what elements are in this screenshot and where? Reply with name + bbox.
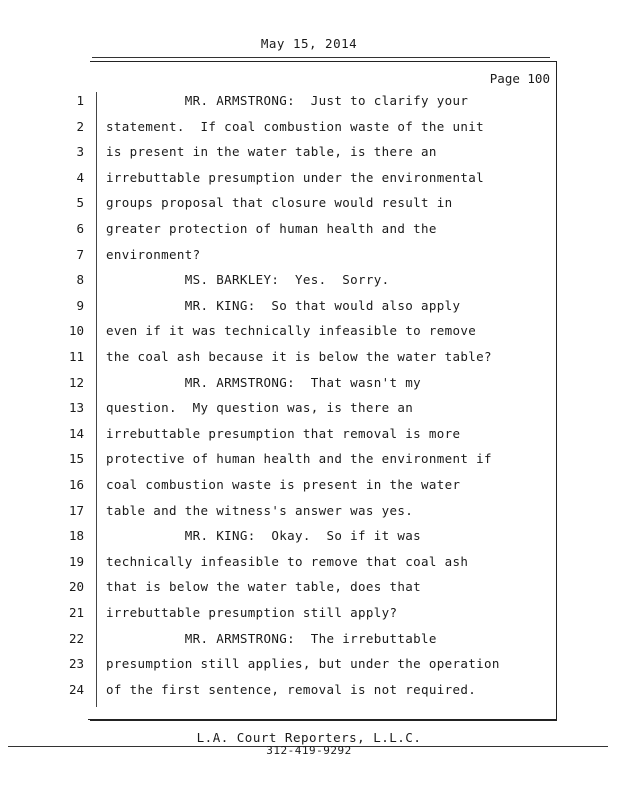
- transcript-line: [0, 682, 618, 700]
- transcript-line: [0, 477, 618, 495]
- transcript-line: [0, 579, 618, 597]
- transcript-line: [0, 144, 618, 162]
- line-number: 4: [76, 169, 84, 185]
- transcript-date: May 15, 2014: [260, 36, 358, 51]
- line-number: 5: [76, 195, 84, 211]
- line-number: 15: [68, 451, 84, 467]
- line-text: irrebuttable presumption that removal is more: [106, 425, 461, 441]
- line-number: 8: [76, 272, 84, 288]
- transcript-line: [0, 247, 618, 265]
- line-text: technically infeasible to remove that coal ash: [106, 553, 469, 569]
- line-text: statement. If coal combustion waste of the unit: [106, 118, 485, 134]
- transcript-line: [0, 323, 618, 341]
- line-number: 3: [76, 144, 84, 160]
- transcript-line: [0, 221, 618, 239]
- line-text: is present in the water table, is there an: [106, 144, 437, 160]
- transcript-line: [0, 93, 618, 111]
- line-number: 21: [68, 605, 84, 620]
- transcript-line: [0, 528, 618, 546]
- transcript-line: [0, 503, 618, 521]
- transcript-line: [0, 451, 618, 469]
- line-text: table and the witness's answer was yes.: [106, 502, 414, 518]
- line-text: that is below the water table, does that: [106, 579, 422, 595]
- line-text: MR. KING: Okay. So if it was: [106, 528, 422, 544]
- transcript-line: [0, 631, 618, 649]
- line-number: 17: [68, 502, 84, 518]
- line-number: 14: [68, 425, 84, 441]
- transcript-line: [0, 426, 618, 444]
- line-text: greater protection of human health and the: [106, 221, 437, 236]
- court-reporter-name: L.A. Court Reporters, L.L.C.: [196, 730, 422, 745]
- transcript-line: [0, 605, 618, 623]
- line-text: MR. ARMSTRONG: The irrebuttable: [106, 630, 437, 646]
- line-number: 22: [68, 630, 84, 646]
- line-text: coal combustion waste is present in the water: [106, 477, 461, 492]
- line-number: 10: [68, 323, 84, 339]
- transcript-line: [0, 400, 618, 418]
- transcript-line: [0, 554, 618, 572]
- transcript-line: [0, 656, 618, 674]
- line-text: presumption still applies, but under the operation: [106, 656, 500, 672]
- line-number: 24: [68, 681, 84, 697]
- line-number: 2: [76, 118, 84, 134]
- line-number: 13: [68, 400, 84, 416]
- transcript-line: [0, 119, 618, 137]
- line-text: the coal ash because it is below the water table?: [106, 349, 492, 364]
- line-text: question. My question was, is there an: [106, 400, 414, 416]
- line-number: 6: [76, 221, 84, 236]
- transcript-line: [0, 349, 618, 367]
- line-text: irrebuttable presumption still apply?: [106, 605, 398, 620]
- transcript-line: [0, 375, 618, 393]
- line-text: even if it was technically infeasible to remove: [106, 323, 477, 339]
- transcript-line: [0, 298, 618, 316]
- line-number: 23: [68, 656, 84, 672]
- line-text: MR. ARMSTRONG: Just to clarify your: [106, 93, 469, 108]
- line-number: 9: [76, 297, 84, 313]
- line-number: 18: [68, 528, 84, 544]
- line-text: of the first sentence, removal is not required.: [106, 681, 477, 697]
- page-number: Page 100: [489, 71, 550, 86]
- header-rule: [92, 57, 550, 58]
- line-text: protective of human health and the environment if: [106, 451, 492, 467]
- transcript-line: [0, 272, 618, 290]
- line-text: groups proposal that closure would result in: [106, 195, 453, 211]
- line-number: 1: [76, 93, 84, 108]
- line-text: environment?: [106, 246, 201, 262]
- line-number: 19: [68, 553, 84, 569]
- line-number: 12: [68, 374, 84, 390]
- line-text: MS. BARKLEY: Yes. Sorry.: [106, 272, 390, 288]
- line-number: 20: [68, 579, 84, 595]
- line-text: irrebuttable presumption under the environmental: [106, 169, 485, 185]
- line-text: MR. KING: So that would also apply: [106, 297, 461, 313]
- line-text: MR. ARMSTRONG: That wasn't my: [106, 374, 422, 390]
- line-number: 11: [68, 349, 84, 364]
- line-number: 7: [76, 246, 84, 262]
- line-number: 16: [68, 477, 84, 492]
- transcript-line: [0, 195, 618, 213]
- court-reporter-phone: 312-419-9292: [266, 744, 352, 757]
- transcript-line: [0, 170, 618, 188]
